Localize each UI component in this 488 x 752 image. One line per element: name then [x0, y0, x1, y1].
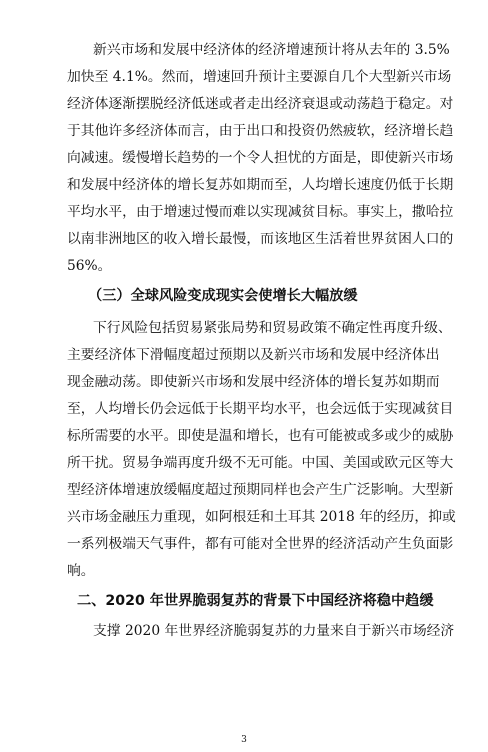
section-heading-2: 二、2020 年世界脆弱复苏的背景下中国经济将稳中趋缓	[77, 593, 434, 609]
paragraph-3-line-1: 支撑 2020 年世界经济脆弱复苏的力量来自于新兴市场经济	[93, 623, 455, 639]
section-heading-3: （三）全球风险变成现实会使增长大幅放缓	[88, 288, 358, 304]
paragraph-2-line-8: 兴市场金融压力重现，如阿根廷和土耳其 2018 年的经历，抑或	[67, 509, 456, 525]
paragraph-1-line-5: 向减速。缓慢增长趋势的一个令人担忧的方面是，即使新兴市场	[67, 150, 454, 166]
paragraph-1-line-3: 经济体逐渐摆脱经济低迷或者走出经济衰退或动荡趋于稳定。对	[67, 96, 454, 112]
paragraph-2-line-9: 一系列极端天气事件，都有可能对全世界的经济活动产生负面影	[67, 536, 454, 552]
paragraph-1-line-7: 平均水平，由于增速过慢而难以实现减贫目标。事实上，撒哈拉	[67, 204, 454, 220]
paragraph-1-line-2: 加快至 4.1%。然而，增速回升预计主要源自几个大型新兴市场	[67, 69, 452, 85]
paragraph-2-line-6: 所干扰。贸易争端再度升级不无可能。中国、美国或欧元区等大	[67, 455, 454, 471]
paragraph-1-line-8: 以南非洲地区的收入增长最慢，而该地区生活着世界贫困人口的	[67, 231, 454, 247]
paragraph-2-line-2: 主要经济体下滑幅度超过预期以及新兴市场和发展中经济体出	[67, 347, 440, 363]
page-number: 3	[241, 735, 247, 745]
paragraph-1-line-6: 和发展中经济体的增长复苏如期而至，人均增长速度仍低于长期	[67, 177, 454, 193]
paragraph-1-line-4: 于其他许多经济体而言，由于出口和投资仍然疲软，经济增长趋	[67, 123, 454, 139]
paragraph-2-line-1: 下行风险包括贸易紧张局势和贸易政策不确定性再度升级、	[93, 320, 452, 336]
paragraph-2-line-10: 响。	[67, 563, 95, 579]
paragraph-2-line-3: 现金融动荡。即使新兴市场和发展中经济体的增长复苏如期而	[67, 374, 440, 390]
paragraph-2-line-7: 型经济体增速放缓幅度超过预期同样也会产生广泛影响。大型新	[67, 482, 454, 498]
paragraph-1-line-1: 新兴市场和发展中经济体的经济增速预计将从去年的 3.5%	[93, 42, 450, 58]
paragraph-2-line-4: 至，人均增长仍会远低于长期平均水平，也会远低于实现减贫目	[67, 401, 454, 417]
paragraph-1-line-9: 56%。	[67, 258, 112, 274]
paragraph-2-line-5: 标所需要的水平。即使是温和增长，也有可能被或多或少的威胁	[67, 428, 454, 444]
